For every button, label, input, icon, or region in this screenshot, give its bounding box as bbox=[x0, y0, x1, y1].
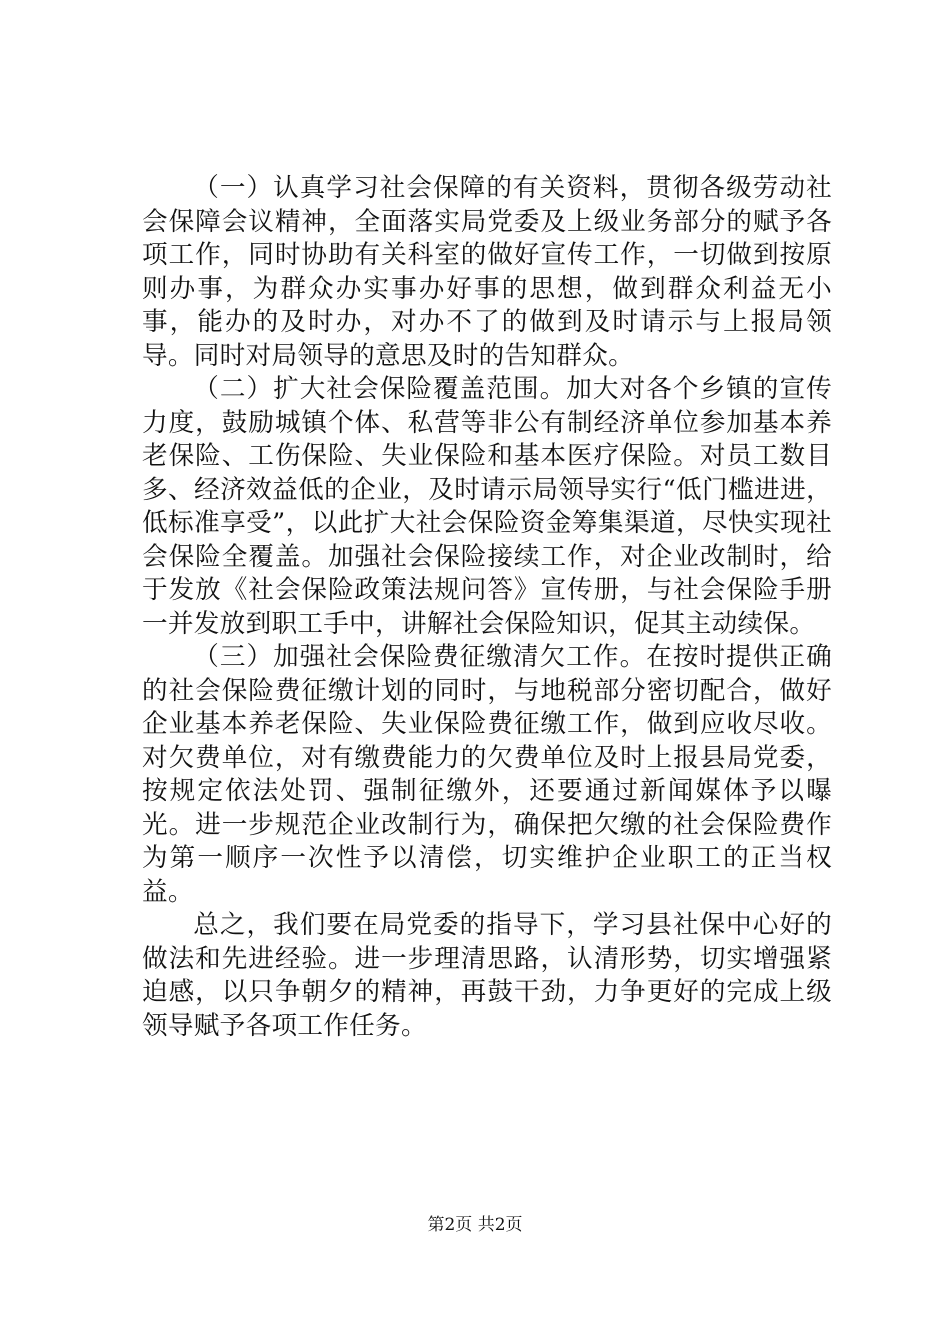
paragraph-1: （一）认真学习社会保障的有关资料，贯彻各级劳动社会保障会议精神，全面落实局党委及上级业务部分的赋予各项工作，同时协助有关科室的做好宣传工作，一切做到按原则办事，为群众办实事办好事的思想，做到群众利益无小事，能办的及时办，对办不了的做到及时请示与上报局领导。同时对局领导的意思及时的告知群众。 bbox=[142, 173, 832, 371]
document-body bbox=[142, 172, 832, 1043]
paragraph-2: （二）扩大社会保险覆盖范围。加大对各个乡镇的宣传力度，鼓励城镇个体、私营等非公有制经济单位参加基本养老保险、工伤保险、失业保险和基本医疗保险。对员工数目多、经济效益低的企业，及时请示局领导实行“低门槛进进，低标准享受”，以此扩大社会保险资金筹集渠道，尽快实现社会保险全覆盖。加强社会保险接续工作，对企业改制时，给于发放《社会保险政策法规问答》宣传册，与社会保险手册一并发放到职工手中，讲解社会保险知识，促其主动续保。 bbox=[142, 374, 832, 639]
paragraph-3: （三）加强社会保险费征缴清欠工作。在按时提供正确的社会保险费征缴计划的同时，与地税部分密切配合，做好企业基本养老保险、失业保险费征缴工作，做到应收尽收。对欠费单位，对有缴费能力的欠费单位及时上报县局党委，按规定依法处罚、强制征缴外，还要通过新闻媒体予以曝光。进一步规范企业改制行为，确保把欠缴的社会保险费作为第一顺序一次性予以清偿，切实维护企业职工的正当权益。 bbox=[142, 642, 832, 907]
paragraph-4: 总之，我们要在局党委的指导下，学习县社保中心好的做法和先进经验。进一步理清思路，认清形势，切实增强紧迫感，以只争朝夕的精神，再鼓干劲，力争更好的完成上级领导赋予各项工作任务。 bbox=[142, 910, 832, 1041]
page-number-footer: 第2页 共2页 bbox=[427, 1215, 523, 1235]
